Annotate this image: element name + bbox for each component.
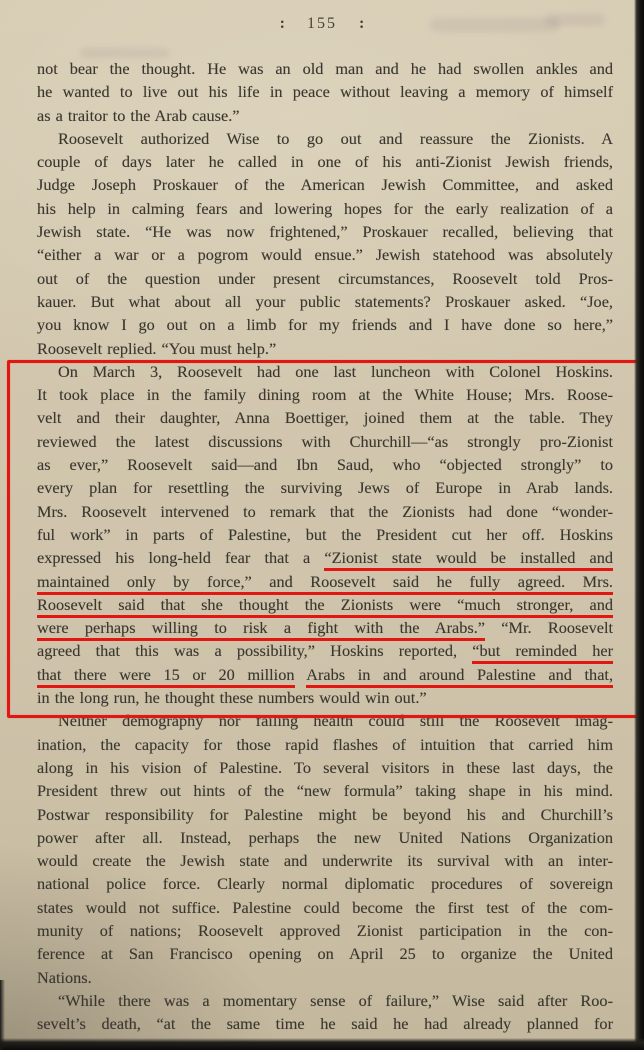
text-segment: expressed his long-held fear that a: [37, 548, 325, 568]
text-line: [37, 942, 613, 965]
text-segment: agreed that this was a possibility,” Hoskins reported,: [37, 641, 473, 661]
text-line: [37, 150, 613, 173]
header-colon-right: :: [359, 15, 365, 32]
text-line: [37, 593, 613, 616]
text-segment: couple of days later he called in one of his anti-Zionist Jewish friends,: [37, 152, 613, 172]
text-line: [37, 500, 613, 523]
text-segment: as ever,” Roosevelt said—and Ibn Saud, who “objected strongly” to: [37, 455, 613, 475]
paragraph: [37, 127, 613, 360]
text-segment: kauer. But what about all your public statements? Proskauer asked. “Joe,: [37, 291, 613, 311]
text-line: [37, 406, 613, 429]
text-segment: “either a war or a pogrom would ensue.” Jewish statehood was absolutely: [37, 245, 613, 265]
text-line: [37, 383, 613, 406]
text-segment: every plan for resettling the surviving Jews of Europe in Arab lands.: [37, 478, 613, 498]
text-segment: Jewish state. “He was now frightened,” Proskauer recalled, believing that: [37, 222, 613, 242]
text-segment: ination, the capacity for those rapid flashes of intuition that carried him: [37, 734, 613, 754]
text-line: [37, 686, 613, 709]
text-segment: Neither demography nor failing health could still the Roosevelt imag-: [58, 711, 613, 731]
text-line: [37, 220, 613, 243]
text-segment: sevelt’s death, “at the same time he said he had already planned for: [37, 1014, 613, 1034]
text-segment: states would not suffice. Palestine could become the first test of the com-: [37, 897, 613, 917]
text-segment: On March 3, Roosevelt had one last luncheon with Colonel Hoskins.: [58, 361, 613, 381]
text-line: [37, 243, 613, 266]
boxed-paragraph: [37, 360, 613, 709]
text-line: [37, 826, 613, 849]
text-line: [37, 966, 613, 989]
text-segment: ference at San Francisco opening on April 25 to organize the United: [37, 944, 613, 964]
text-segment: his help in calming fears and lowering hopes for the early realization of a: [37, 198, 613, 218]
paragraph: [37, 57, 613, 127]
text-segment: ful work” in parts of Palestine, but the President cut her off. Hoskins: [37, 524, 613, 544]
header-colon-left: :: [279, 15, 285, 32]
text-line: [37, 989, 613, 1012]
text-line: [37, 709, 613, 732]
text-line: [37, 104, 613, 127]
paragraph: [37, 709, 613, 989]
text-line: [37, 872, 613, 895]
text-segment: [295, 665, 307, 684]
underlined-text: “but reminded her: [472, 641, 613, 664]
text-line: [37, 360, 613, 383]
text-line: [37, 663, 613, 686]
text-line: [37, 803, 613, 826]
text-segment: It took place in the family dining room at the White House; Mrs. Roose-: [37, 385, 613, 405]
text-line: [37, 523, 613, 546]
underlined-text: maintained only by force,” and Roosevelt said he fully agreed. Mrs.: [37, 572, 613, 595]
text-segment: President threw out hints of the “new formula” taking shape in his mind.: [37, 781, 613, 801]
text-line: [37, 57, 613, 80]
text-segment: out of the question under present circumstances, Roosevelt told Pros-: [37, 268, 613, 288]
text-segment: munity of nations; Roosevelt approved Zionist participation in the con-: [37, 920, 613, 940]
text-segment: along in his vision of Palestine. To several visitors in these last days, the: [37, 757, 613, 777]
text-segment: power after all. Instead, perhaps the new United Nations Organization: [37, 827, 613, 847]
page-bottom-shadow-edge: [0, 1038, 644, 1050]
text-segment: not bear the thought. He was an old man and he had swollen ankles and: [37, 59, 613, 78]
page-right-shadow-edge: [634, 0, 644, 1050]
text-line: [37, 476, 613, 499]
text-line: [37, 849, 613, 872]
text-segment: Postwar responsibility for Palestine might be beyond his and Churchill’s: [37, 804, 613, 824]
text-segment: reviewed the latest discussions with Churchill—“as strongly pro-Zionist: [37, 431, 613, 451]
text-segment: national police force. Clearly normal diplomatic procedures of sovereign: [37, 874, 613, 894]
text-line: [37, 1012, 613, 1035]
text-line: [37, 896, 613, 919]
text-line: [37, 639, 613, 662]
underlined-text: were perhaps willing to risk a fight with the Arabs.”: [37, 618, 485, 641]
text-line: [37, 756, 613, 779]
text-segment: “Mr. Roosevelt: [485, 618, 613, 638]
text-segment: Nations.: [37, 967, 92, 987]
text-line: [37, 173, 613, 196]
text-line: [37, 733, 613, 756]
text-line: [37, 127, 613, 150]
text-segment: as a traitor to the Arab cause.”: [37, 105, 240, 125]
text-segment: velt and their daughter, Anna Boettiger, joined them at the table. They: [37, 408, 613, 428]
paragraph: [37, 989, 613, 1036]
text-segment: Roosevelt authorized Wise to go out and reassure the Zionists. A: [58, 128, 613, 148]
underlined-text: “Zionist state would be installed and: [324, 548, 613, 571]
page-left-shadow-edge: [0, 980, 5, 1050]
text-line: [37, 267, 613, 290]
text-segment: Mrs. Roosevelt intervened to remark that the Zionists had done “wonder-: [37, 501, 613, 521]
text-line: [37, 313, 613, 336]
text-line: [37, 570, 613, 593]
text-segment: Roosevelt replied. “You must help.”: [37, 338, 277, 358]
text-line: [37, 80, 613, 103]
page-number: 155: [307, 15, 337, 32]
page-header: [0, 15, 644, 33]
text-line: [37, 453, 613, 476]
underlined-text: Arabs in and around Palestine and that,: [306, 665, 613, 688]
text-segment: would create the Jewish state and underwrite its survival with an inter-: [37, 851, 613, 871]
text-line: [37, 197, 613, 220]
text-line: [37, 290, 613, 313]
text-line: [37, 616, 613, 639]
underlined-text: Roosevelt said that she thought the Zionists were “much stronger, and: [37, 595, 613, 618]
text-segment: you know I go out on a limb for my friends and I have done so here,”: [37, 315, 613, 335]
text-segment: he wanted to live out his life in peace without leaving a memory of himself: [37, 82, 613, 102]
text-line: [37, 919, 613, 942]
text-line: [37, 779, 613, 802]
text-segment: Judge Joseph Proskauer of the American Jewish Committee, and asked: [37, 175, 613, 195]
underlined-text: that there were 15 or 20 million: [37, 665, 295, 688]
text-segment: “While there was a momentary sense of failure,” Wise said after Roo-: [58, 990, 613, 1010]
text-line: [37, 430, 613, 453]
body-text: [37, 57, 613, 1035]
text-segment: in the long run, he thought these numbers would win out.”: [37, 688, 427, 708]
text-line: [37, 337, 613, 360]
text-line: [37, 546, 613, 569]
